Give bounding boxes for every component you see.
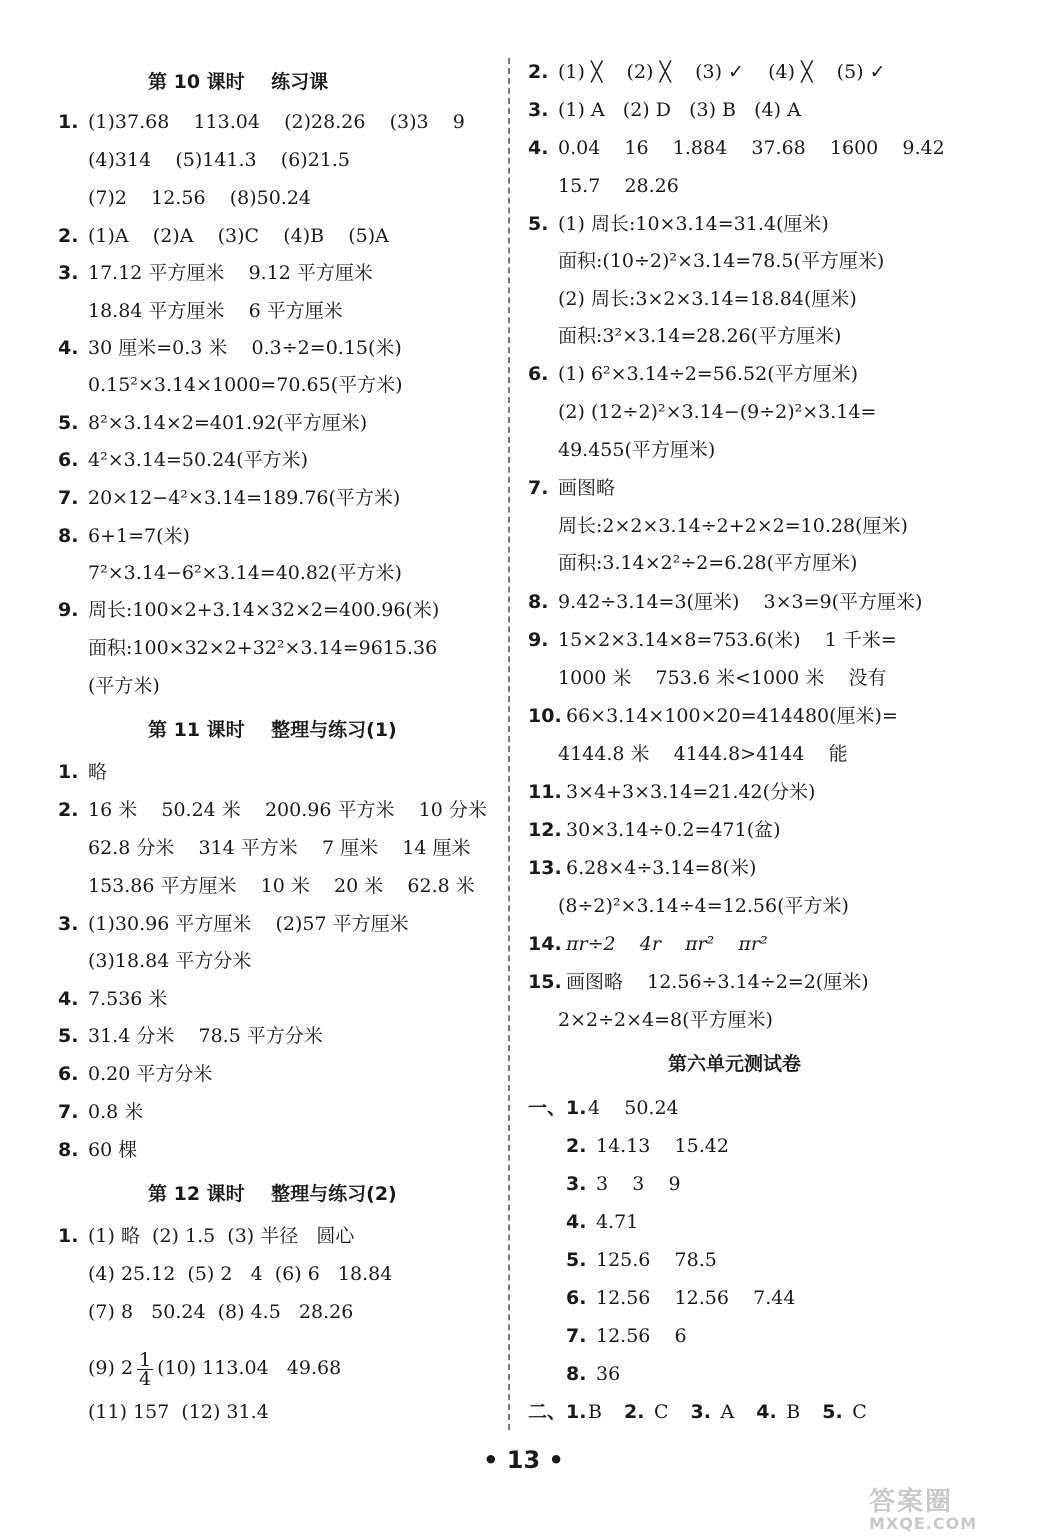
answer-9-cont: 面积:100×32×2+32²×3.14=9615.36 — [88, 637, 438, 659]
answer-2: 2. (1) ╳ (2) ╳ (3) ✓ (4) ╳ (5) ✓ — [528, 61, 886, 83]
answer-5-cont: 面积:(10÷2)²×3.14=78.5(平方厘米) — [558, 250, 885, 272]
answer-8-cont: 7²×3.14−6²×3.14=40.82(平方米) — [88, 562, 402, 584]
answer-6: 6. (1) 6²×3.14÷2=56.52(平方厘米) — [528, 363, 859, 385]
section-1-answer-6: 6. 12.56 12.56 7.44 — [566, 1287, 796, 1309]
answer-8: 8. 60 棵 — [58, 1139, 138, 1161]
answer-10-cont: 4144.8 米 4144.8>4144 能 — [558, 743, 848, 765]
answer-1-cont: (7) 8 50.24 (8) 4.5 28.26 — [88, 1301, 354, 1323]
answer-4-cont: 0.15²×3.14×1000=70.65(平方米) — [88, 374, 403, 396]
answer-4: 4. 30 厘米=0.3 米 0.3÷2=0.15(米) — [58, 337, 402, 359]
answer-14: 14. πr÷2 4r πr² πr² — [528, 933, 768, 955]
answer-5-cont: 面积:3²×3.14=28.26(平方厘米) — [558, 325, 842, 347]
answer-10: 10. 66×3.14×100×20=414480(厘米)= — [528, 705, 898, 727]
section-1-answer-4: 4. 4.71 — [566, 1211, 639, 1233]
answer-4-cont: 15.7 28.26 — [558, 175, 679, 197]
answer-1-cont: (4) 25.12 (5) 2 4 (6) 6 18.84 — [88, 1263, 393, 1285]
answer-2: 2. 16 米 50.24 米 200.96 平方米 10 分米 — [58, 799, 487, 821]
page-number: • 13 • — [483, 1446, 564, 1474]
watermark-logo: 答案圈 MXQE.COM — [869, 1487, 978, 1533]
answer-3: 3. (1)30.96 平方厘米 (2)57 平方厘米 — [58, 913, 409, 935]
answer-7: 7. 20×12−4²×3.14=189.76(平方米) — [58, 487, 401, 509]
section-1-answer-2: 2. 14.13 15.42 — [566, 1135, 729, 1157]
answer-1: 1. (1) 略 (2) 1.5 (3) 半径 圆心 — [58, 1225, 355, 1247]
answer-1: 1. 略 — [58, 761, 108, 783]
answer-1-cont: (11) 157 (12) 31.4 — [88, 1401, 269, 1423]
answer-8: 8. 6+1=7(米) — [58, 525, 190, 547]
answer-9: 9. 15×2×3.14×8=753.6(米) 1 千米= — [528, 629, 897, 651]
answer-7-cont: 周长:2×2×3.14÷2+2×2=10.28(厘米) — [558, 515, 908, 537]
answer-15: 15. 画图略 12.56÷3.14÷2=2(厘米) — [528, 971, 869, 993]
answer-6-cont: (2) (12÷2)²×3.14−(9÷2)²×3.14= — [558, 401, 877, 423]
answer-1-cont: (7)2 12.56 (8)50.24 — [88, 187, 312, 209]
answer-1-fraction-line: (9) 2 $\frac{1}{4}$ (10) 113.04 49.68 — [88, 1348, 342, 1390]
answer-5: 5. 31.4 分米 78.5 平方分米 — [58, 1025, 323, 1047]
answer-9: 9. 周长:100×2+3.14×32×2=400.96(米) — [58, 599, 440, 621]
answer-2-cont: 153.86 平方厘米 10 米 20 米 62.8 米 — [88, 875, 475, 897]
answer-11: 11. 3×4+3×3.14=21.42(分米) — [528, 781, 816, 803]
answer-5-cont: (2) 周长:3×2×3.14=18.84(厘米) — [558, 288, 857, 310]
section-1-answer-5: 5. 125.6 78.5 — [566, 1249, 717, 1271]
answer-6-cont: 49.455(平方厘米) — [558, 439, 716, 461]
answer-7: 7. 0.8 米 — [58, 1101, 144, 1123]
answer-2-cont: 62.8 分米 314 平方米 7 厘米 14 厘米 — [88, 837, 471, 859]
column-divider — [508, 58, 510, 1430]
answer-3-cont: 18.84 平方厘米 6 平方厘米 — [88, 300, 343, 322]
section-heading-11: 第 11 课时 整理与练习(1) — [148, 719, 397, 741]
answer-3: 3. 17.12 平方厘米 9.12 平方厘米 — [58, 262, 373, 284]
answer-6: 6. 4²×3.14=50.24(平方米) — [58, 449, 309, 471]
answer-1: 1. (1)37.68 113.04 (2)28.26 (3)3 9 — [58, 111, 465, 133]
answer-8: 8. 9.42÷3.14=3(厘米) 3×3=9(平方厘米) — [528, 591, 923, 613]
answer-13: 13. 6.28×4÷3.14=8(米) — [528, 857, 757, 879]
section-1-answer-7: 7. 12.56 6 — [566, 1325, 687, 1347]
answer-9-cont: (平方米) — [88, 675, 160, 697]
answer-7-cont: 面积:3.14×2²÷2=6.28(平方厘米) — [558, 552, 858, 574]
section-heading-10: 第 10 课时 练习课 — [148, 71, 329, 93]
unit-test-heading: 第六单元测试卷 — [668, 1053, 802, 1075]
section-heading-12: 第 12 课时 整理与练习(2) — [148, 1183, 397, 1205]
answer-3: 3. (1) A (2) D (3) B (4) A — [528, 99, 801, 121]
answer-15-cont: 2×2÷2×4=8(平方厘米) — [558, 1009, 773, 1031]
section-1-answer-8: 8. 36 — [566, 1363, 621, 1385]
answer-1-cont: (4)314 (5)141.3 (6)21.5 — [88, 149, 351, 171]
section-2-answers: 二、1.B 2. C 3. A 4. B 5. C — [528, 1401, 867, 1423]
answer-5: 5. 8²×3.14×2=401.92(平方厘米) — [58, 412, 368, 434]
answer-4: 4. 7.536 米 — [58, 988, 168, 1010]
answer-5: 5. (1) 周长:10×3.14=31.4(厘米) — [528, 213, 829, 235]
answer-9-cont: 1000 米 753.6 米<1000 米 没有 — [558, 667, 887, 689]
answer-3-cont: (3)18.84 平方分米 — [88, 950, 252, 972]
fraction: $\frac{1}{4}$ — [139, 1348, 152, 1390]
answer-12: 12. 30×3.14÷0.2=471(盆) — [528, 819, 781, 841]
answer-13-cont: (8÷2)²×3.14÷4=12.56(平方米) — [558, 895, 849, 917]
answer-4: 4. 0.04 16 1.884 37.68 1600 9.42 — [528, 137, 945, 159]
section-1-answer-3: 3. 3 3 9 — [566, 1173, 681, 1195]
section-1-answer-1: 一、1.4 50.24 — [528, 1097, 679, 1119]
answer-6: 6. 0.20 平方分米 — [58, 1063, 213, 1085]
answer-2: 2. (1)A (2)A (3)C (4)B (5)A — [58, 225, 389, 247]
answer-7: 7. 画图略 — [528, 477, 616, 499]
